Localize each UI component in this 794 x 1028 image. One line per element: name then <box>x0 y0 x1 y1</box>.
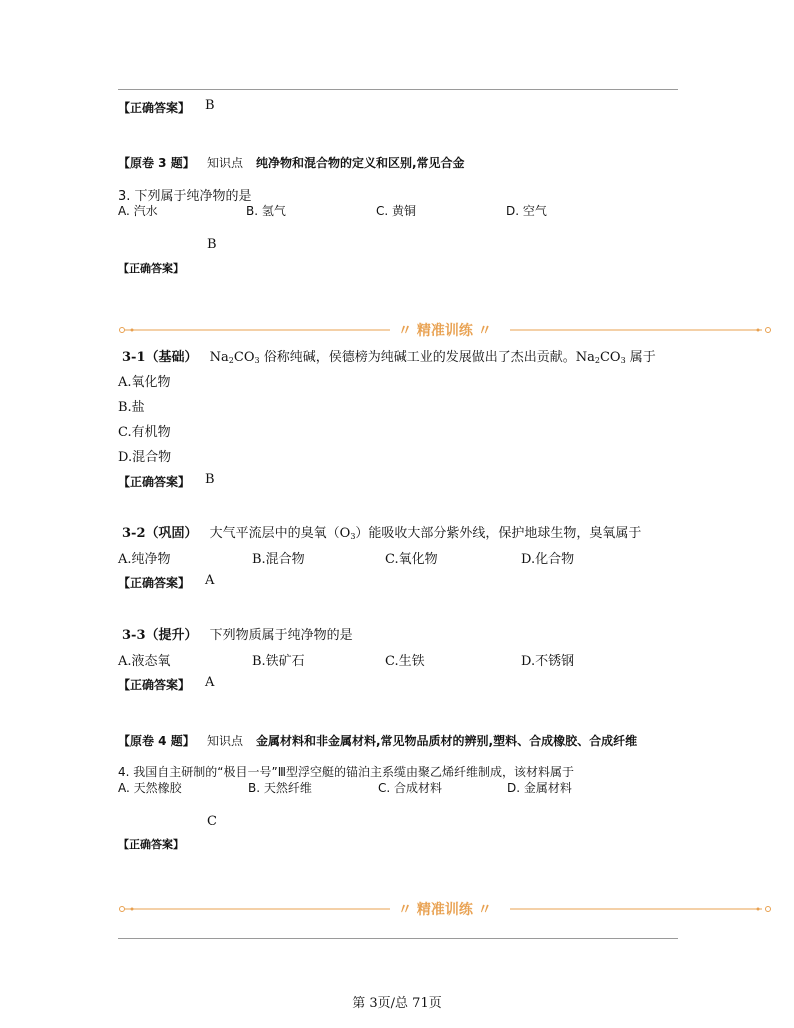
option-c: C. 黄铜 <box>376 204 417 218</box>
question-tag: 3-3（提升） <box>122 628 198 643</box>
section-title: 精准训练 <box>416 902 473 918</box>
option-c: C.有机物 <box>118 425 171 440</box>
section-title: 精准训练 <box>416 323 473 339</box>
option-c: C.生铁 <box>385 654 425 669</box>
option-b: B.盐 <box>118 400 145 415</box>
section-divider <box>118 902 774 916</box>
answer-value: B <box>205 98 215 113</box>
answer-value: C <box>207 814 217 829</box>
answer-label: 【正确答案】 <box>118 262 184 275</box>
option-a: A. 汽水 <box>118 204 158 218</box>
option-d: D. 空气 <box>506 204 547 218</box>
question-stem: 下列物质属于纯净物的是 <box>209 628 353 643</box>
option-d: D. 金属材料 <box>507 781 572 795</box>
question-stem: $Na_2CO_3$ 俗称纯碱，侯德榜为纯碱工业的发展做出了杰出贡献。$Na_2CO_3$ 属于 <box>209 350 656 365</box>
option-c: C. 合成材料 <box>378 781 443 795</box>
answer-value: B <box>205 472 215 487</box>
question-source-tag: 【原卷 3 题】 <box>118 156 195 170</box>
question-stem: 4. 我国自主研制的“极目一号”Ⅲ型浮空艇的锚泊主系缆由聚乙烯纤维制成，该材料属于 <box>118 765 574 779</box>
answer-label: 【正确答案】 <box>118 576 191 590</box>
answer-value: B <box>207 237 217 252</box>
knowledge-point: 纯净物和混合物的定义和区别,常见合金 <box>256 156 465 170</box>
question-stem: 3. 下列属于纯净物的是 <box>118 189 252 204</box>
option-b: B.混合物 <box>252 552 305 567</box>
option-a: A.氧化物 <box>118 375 171 390</box>
page-number: 第 3页/总 71页 <box>352 996 442 1011</box>
divider-deco-right: 〃 <box>472 323 492 339</box>
answer-label: 【正确答案】 <box>118 838 184 851</box>
divider-deco-left: 〃 <box>398 323 417 339</box>
knowledge-point: 金属材料和非金属材料,常见物品质材的辨别,塑料、合成橡胶、合成纤维 <box>256 734 638 748</box>
answer-value: A <box>205 675 215 690</box>
option-d: D.化合物 <box>521 552 575 567</box>
option-a: A. 天然橡胶 <box>118 781 182 795</box>
knowledge-point-label: 知识点 <box>207 156 244 170</box>
answer-label: 【正确答案】 <box>118 678 191 692</box>
option-d: D.不锈钢 <box>521 654 575 669</box>
bottom-rule <box>118 938 678 939</box>
option-b: B.铁矿石 <box>252 654 305 669</box>
answer-label: 【正确答案】 <box>118 101 191 115</box>
divider-deco-left: 〃 <box>398 902 417 918</box>
knowledge-point-label: 知识点 <box>207 734 244 748</box>
divider-deco-right: 〃 <box>472 902 492 918</box>
section-divider <box>118 323 774 337</box>
option-c: C.氧化物 <box>385 552 438 567</box>
question-stem: 大气平流层中的臭氧$(O_3)$能吸收大部分紫外线，保护地球生物，臭氧属于 <box>209 526 642 541</box>
question-tag: 3-1（基础） <box>122 350 198 365</box>
option-a: A.液态氧 <box>118 654 171 669</box>
answer-value: A <box>205 573 215 588</box>
option-a: A.纯净物 <box>118 552 171 567</box>
question-source-tag: 【原卷 4 题】 <box>118 734 195 748</box>
top-rule <box>118 89 678 90</box>
answer-label: 【正确答案】 <box>118 475 191 489</box>
question-tag: 3-2（巩固） <box>122 526 198 541</box>
option-b: B. 天然纤维 <box>248 781 312 795</box>
option-d: D.混合物 <box>118 450 172 465</box>
option-b: B. 氢气 <box>246 204 286 218</box>
